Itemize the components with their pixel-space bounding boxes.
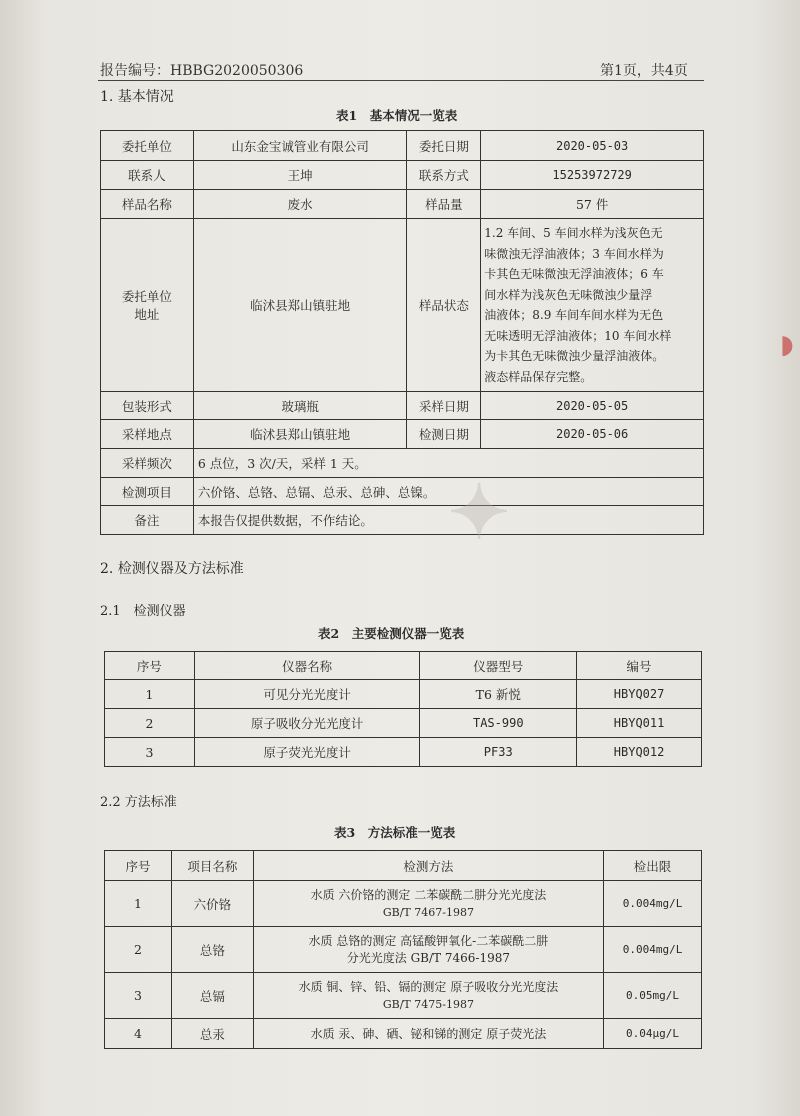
value-package: 玻璃瓶	[193, 392, 407, 420]
label-address	[101, 219, 194, 392]
table2-cell: HBYQ011	[577, 709, 702, 738]
method-line: 水质 总铬的测定 高锰酸钾氧化-二苯碳酰二肼	[308, 933, 549, 948]
value-state	[481, 219, 704, 392]
header-rule	[98, 80, 704, 81]
label-sampling-date: 采样日期	[407, 392, 481, 420]
table2-cell: PF33	[420, 738, 577, 767]
value-frequency: 6 点位，3 次/天，采样 1 天。	[193, 449, 703, 478]
label-frequency: 采样频次	[101, 449, 194, 478]
table3-header: 项目名称	[171, 851, 253, 881]
method-line: GB/T 7475-1987	[382, 997, 474, 1011]
table3-header: 序号	[105, 851, 172, 881]
state-line: 1.2 车间、5 车间水样为浅灰色无	[484, 226, 663, 240]
value-address: 临沭县郑山镇驻地	[193, 219, 407, 392]
table2-cell: 3	[105, 738, 195, 767]
label-date: 委托日期	[407, 131, 481, 161]
table2-cell: 原子吸收分光光度计	[194, 709, 420, 738]
method-line: 分光光度法 GB/T 7466-1987	[346, 950, 510, 965]
table3-no: 2	[105, 927, 172, 973]
table3-limit: 0.004mg/L	[604, 927, 702, 973]
value-remark: 本报告仅提供数据，不作结论。	[193, 506, 703, 535]
table2-cell: TAS-990	[420, 709, 577, 738]
method-line: GB/T 7467-1987	[382, 905, 474, 919]
section2-2-title: 2.2 方法标准	[100, 795, 177, 810]
table3-header: 检出限	[604, 851, 702, 881]
table3-item: 六价铬	[171, 881, 253, 927]
table3-no: 3	[105, 973, 172, 1019]
watermark: ✦	[448, 470, 511, 556]
table-row	[105, 973, 702, 1019]
table3-item: 总镉	[171, 973, 253, 1019]
table3-limit: 0.004mg/L	[604, 881, 702, 927]
value-test-date: 2020-05-06	[481, 420, 704, 449]
value-site: 临沭县郑山镇驻地	[193, 420, 407, 449]
table-row	[105, 709, 702, 738]
label-items: 检测项目	[101, 478, 194, 506]
state-line: 油液体；8.9 车间车间水样为无色	[484, 308, 664, 322]
table3-method	[253, 927, 603, 973]
state-line: 卡其色无味微浊无浮油液体；6 车	[484, 267, 664, 281]
value-sample-name: 废水	[193, 190, 407, 219]
table-row	[105, 927, 702, 973]
label-address-line1: 委托单位	[121, 289, 172, 304]
table1-caption: 表1 基本情况一览表	[336, 108, 458, 123]
page-info: 第1页，共4页	[600, 63, 688, 79]
value-date: 2020-05-03	[481, 131, 704, 161]
table-row	[105, 738, 702, 767]
value-sampling-date: 2020-05-05	[481, 392, 704, 420]
table2-cell: HBYQ012	[577, 738, 702, 767]
label-test-date: 检测日期	[407, 420, 481, 449]
state-line: 间水样为浅灰色无味微浊少量浮	[484, 287, 653, 302]
table3-method	[253, 973, 603, 1019]
table3-method: 水质 汞、砷、硒、铋和锑的测定 原子荧光法	[253, 1019, 603, 1049]
section2-1-title: 2.1 检测仪器	[100, 604, 186, 619]
state-line: 无味透明无浮油液体；10 车间水样	[484, 328, 672, 343]
table2-cell: 原子荧光光度计	[194, 738, 420, 767]
value-contact: 王坤	[193, 161, 407, 190]
label-sample-qty: 样品量	[407, 190, 481, 219]
table2-cell: 2	[105, 709, 195, 738]
table2-cell: 可见分光光度计	[194, 680, 420, 709]
table2-cell: 1	[105, 680, 195, 709]
table3-item: 总汞	[171, 1019, 253, 1049]
basic-info-table	[100, 130, 704, 535]
table-row	[105, 680, 702, 709]
state-line: 味微浊无浮油液体；3 车间水样为	[484, 246, 664, 261]
method-table	[104, 850, 702, 1049]
red-stamp-fragment: ◗	[780, 330, 794, 360]
label-sample-name: 样品名称	[101, 190, 194, 219]
label-package: 包装形式	[101, 392, 194, 420]
table2-header: 序号	[105, 652, 195, 680]
value-sample-qty: 57 件	[481, 190, 704, 219]
section2-title: 2. 检测仪器及方法标准	[100, 561, 244, 577]
value-client: 山东金宝诚管业有限公司	[193, 131, 407, 161]
table2-header: 编号	[577, 652, 702, 680]
table-row	[105, 881, 702, 927]
value-items: 六价铬、总铬、总镉、总汞、总砷、总镍。	[193, 478, 703, 506]
table2-caption: 表2 主要检测仪器一览表	[318, 626, 465, 641]
table3-caption: 表3 方法标准一览表	[334, 825, 456, 840]
state-line: 液态样品保存完整。	[484, 369, 593, 384]
label-contact: 联系人	[101, 161, 194, 190]
instrument-table	[104, 651, 702, 767]
table3-method	[253, 881, 603, 927]
report-number: 报告编号：HBBG2020050306	[100, 63, 304, 79]
table2-cell: HBYQ027	[577, 680, 702, 709]
value-phone: 15253972729	[481, 161, 704, 190]
table2-header: 仪器名称	[194, 652, 420, 680]
label-address-line2: 地址	[134, 307, 160, 322]
table2-header: 仪器型号	[420, 652, 577, 680]
method-line: 水质 六价铬的测定 二苯碳酰二肼分光光度法	[310, 887, 547, 902]
section1-title: 1. 基本情况	[100, 89, 174, 105]
table3-no: 4	[105, 1019, 172, 1049]
label-state: 样品状态	[407, 219, 481, 392]
table3-limit: 0.05mg/L	[604, 973, 702, 1019]
table3-no: 1	[105, 881, 172, 927]
method-line: 水质 铜、锌、铅、镉的测定 原子吸收分光光度法	[298, 979, 559, 994]
label-phone: 联系方式	[407, 161, 481, 190]
label-client: 委托单位	[101, 131, 194, 161]
state-line: 为卡其色无味微浊少量浮油液体。	[484, 349, 665, 363]
label-site: 采样地点	[101, 420, 194, 449]
table2-cell: T6 新悦	[420, 680, 577, 709]
table3-item: 总铬	[171, 927, 253, 973]
label-remark: 备注	[101, 506, 194, 535]
table-row	[105, 1019, 702, 1049]
table3-limit: 0.04μg/L	[604, 1019, 702, 1049]
table3-header: 检测方法	[253, 851, 603, 881]
